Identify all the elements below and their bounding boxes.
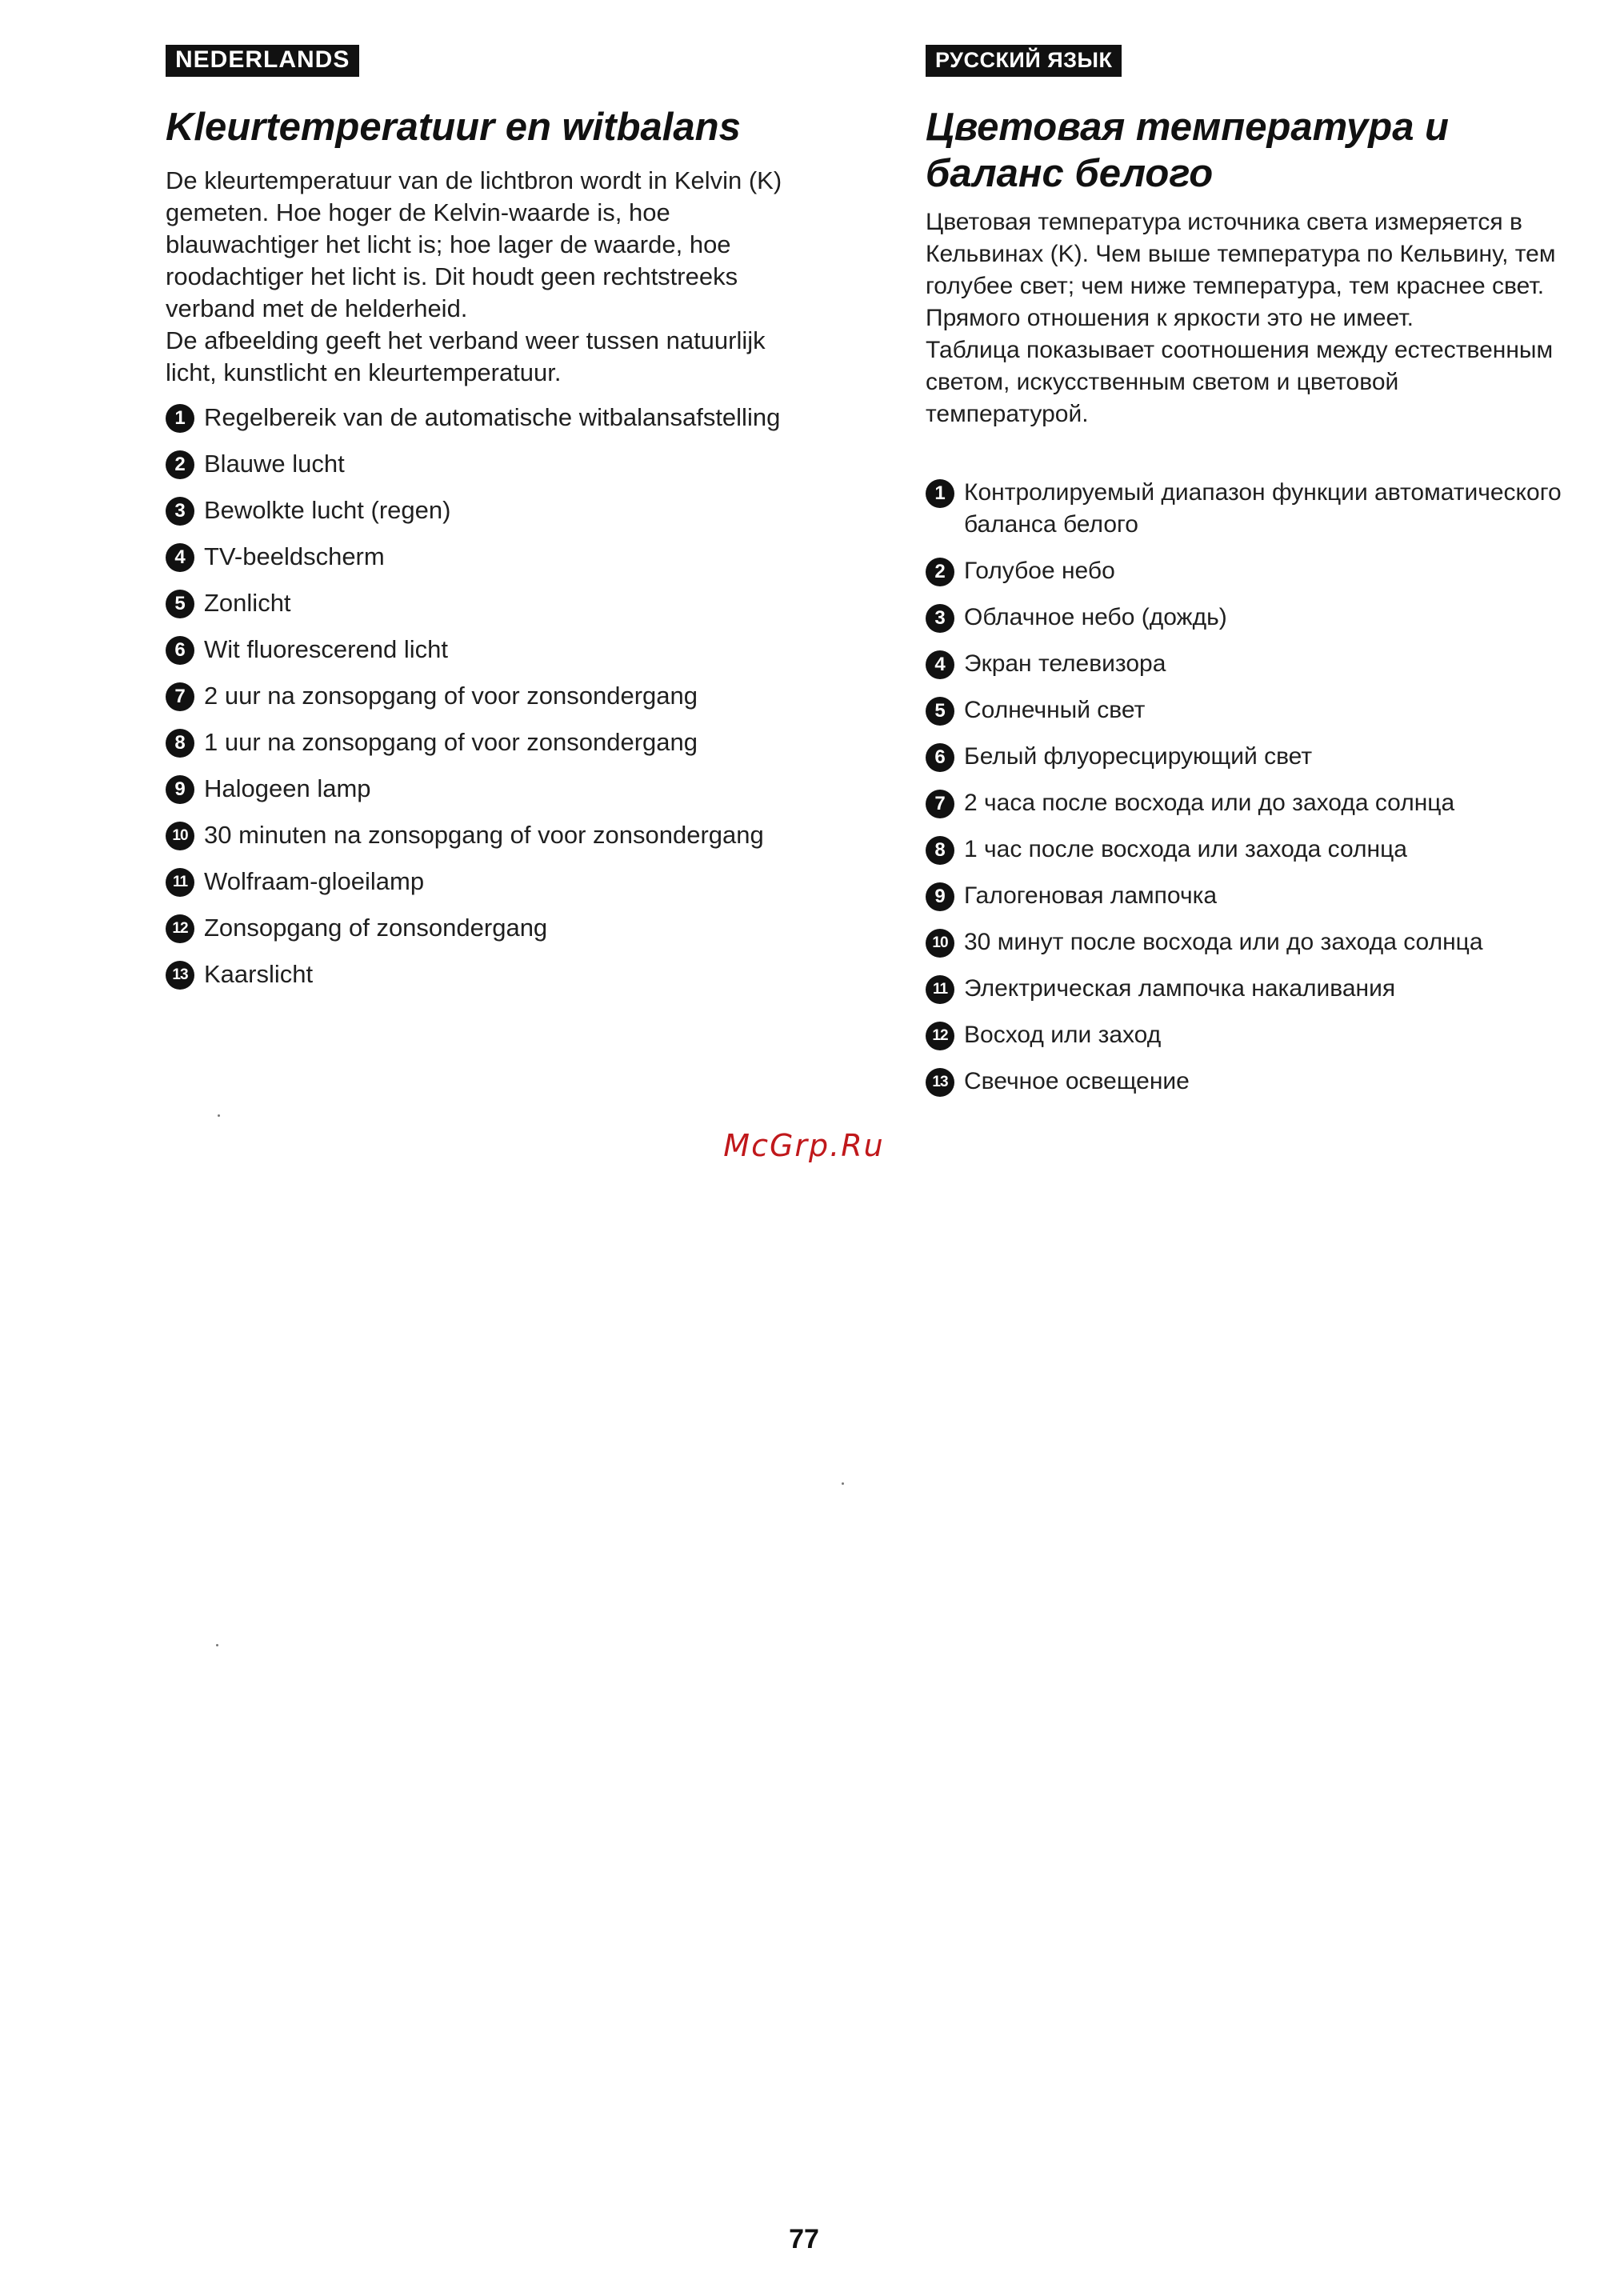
scan-speck [216, 1644, 218, 1646]
intro-text-nl [166, 165, 806, 389]
list-item [926, 694, 1582, 726]
list-item-text: Regelbereik van de automatische witbalansafstelling [204, 403, 781, 431]
page-number: 77 [789, 2224, 819, 2254]
list-item-text: 30 минут после восхода или до захода солнца [964, 929, 1483, 955]
list-item [166, 912, 822, 944]
list-item-text: Галогеновая лампочка [964, 882, 1218, 909]
list-item-text: Восход или заход [964, 1022, 1162, 1048]
list-item-text: 30 minuten na zonsopgang of voor zonsondergang [204, 821, 764, 849]
number-badge: 7 [166, 682, 194, 711]
legend-list-ru [926, 477, 1582, 1112]
list-item [166, 680, 822, 712]
intro-text-ru [926, 206, 1566, 430]
list-item-text: Zonlicht [204, 589, 291, 617]
number-badge: 6 [926, 743, 954, 772]
legend-list-nl [166, 402, 822, 1005]
number-badge: 6 [166, 636, 194, 665]
number-badge: 13 [166, 961, 194, 990]
number-badge: 1 [166, 404, 194, 433]
list-item [166, 634, 822, 666]
list-item-text: Bewolkte lucht (regen) [204, 496, 451, 524]
language-label-ru: РУССКИЙ ЯЗЫК [926, 45, 1122, 77]
list-item-text: Контролируемый диапазон функции автоматического баланса белого [964, 479, 1562, 538]
list-item [166, 494, 822, 526]
number-badge: 4 [166, 543, 194, 572]
list-item-text: Свечное освещение [964, 1068, 1190, 1094]
number-badge: 8 [166, 729, 194, 758]
number-badge: 9 [926, 882, 954, 911]
list-item-text: Wolfraam-gloeilamp [204, 867, 425, 895]
list-item-text: Zonsopgang of zonsondergang [204, 914, 548, 942]
list-item-text: Облачное небо (дождь) [964, 604, 1227, 630]
list-item [166, 958, 822, 990]
list-item-text: Halogeen lamp [204, 774, 371, 802]
list-item [166, 726, 822, 758]
number-badge: 3 [166, 497, 194, 526]
scan-speck [218, 1114, 220, 1117]
language-label-nl: NEDERLANDS [166, 45, 359, 77]
list-item-text: Солнечный свет [964, 697, 1146, 723]
list-item-text: Белый флуоресцирующий свет [964, 743, 1313, 770]
list-item-text: Электрическая лампочка накаливания [964, 975, 1396, 1002]
number-badge: 13 [926, 1068, 954, 1097]
number-badge: 10 [166, 822, 194, 850]
number-badge: 2 [166, 450, 194, 479]
intro-paragraph: Таблица показывает соотношения между естественным светом, искусственным светом и цветовой температурой. [926, 337, 1554, 427]
number-badge: 12 [926, 1022, 954, 1050]
list-item [926, 926, 1582, 958]
watermark: McGrp.Ru [723, 1128, 885, 1163]
intro-paragraph: De afbeelding geeft het verband weer tussen natuurlijk licht, kunstlicht en kleurtemperatuur. [166, 326, 766, 386]
list-item [926, 1019, 1582, 1051]
list-item-text: Blauwe lucht [204, 450, 345, 478]
number-badge: 5 [166, 590, 194, 618]
list-item [166, 402, 822, 434]
list-item [926, 477, 1582, 541]
number-badge: 5 [926, 697, 954, 726]
list-item [926, 602, 1582, 634]
list-item-text: 1 час после восхода или захода солнца [964, 836, 1407, 862]
list-item [926, 555, 1582, 587]
number-badge: 11 [926, 975, 954, 1004]
list-item [166, 448, 822, 480]
list-item-text: Экран телевизора [964, 650, 1166, 677]
list-item [926, 648, 1582, 680]
list-item [166, 819, 822, 851]
list-item-text: Голубое небо [964, 558, 1115, 584]
list-item [926, 787, 1582, 819]
number-badge: 11 [166, 868, 194, 897]
list-item-text: TV-beeldscherm [204, 542, 385, 570]
list-item [926, 973, 1582, 1005]
list-item [926, 834, 1582, 866]
page-title-nl: Kleurtemperatuur en witbalans [166, 106, 741, 149]
list-item [926, 741, 1582, 773]
number-badge: 8 [926, 836, 954, 865]
number-badge: 2 [926, 558, 954, 586]
intro-paragraph: Цветовая температура источника света измеряется в Кельвинах (K). Чем выше температура по Кельвину, тем голубее свет; чем ниже температура, тем краснее свет. Прямого отношения к яркости это не имеет. [926, 209, 1556, 331]
number-badge: 3 [926, 604, 954, 633]
number-badge: 9 [166, 775, 194, 804]
list-item-text: 1 uur na zonsopgang of voor zonsondergang [204, 728, 698, 756]
number-badge: 10 [926, 929, 954, 958]
list-item [926, 1066, 1582, 1098]
list-item [926, 880, 1582, 912]
page-title-ru: Цветовая температура и баланс белого [926, 106, 1449, 195]
list-item [166, 773, 822, 805]
scan-speck [842, 1482, 844, 1485]
list-item [166, 587, 822, 619]
number-badge: 12 [166, 914, 194, 943]
list-item [166, 541, 822, 573]
list-item-text: Kaarslicht [204, 960, 314, 988]
list-item-text: 2 uur na zonsopgang of voor zonsondergang [204, 682, 698, 710]
number-badge: 1 [926, 479, 954, 508]
number-badge: 7 [926, 790, 954, 818]
list-item [166, 866, 822, 898]
list-item-text: 2 часа после восхода или до захода солнца [964, 790, 1455, 816]
number-badge: 4 [926, 650, 954, 679]
intro-paragraph: De kleurtemperatuur van de lichtbron wordt in Kelvin (K) gemeten. Hoe hoger de Kelvin-waarde is, hoe blauwachtiger het licht is; hoe lager de waarde, hoe roodachtiger het licht is. Dit houdt geen rechtstreeks verband met de helderheid. [166, 166, 782, 322]
list-item-text: Wit fluorescerend licht [204, 635, 448, 663]
